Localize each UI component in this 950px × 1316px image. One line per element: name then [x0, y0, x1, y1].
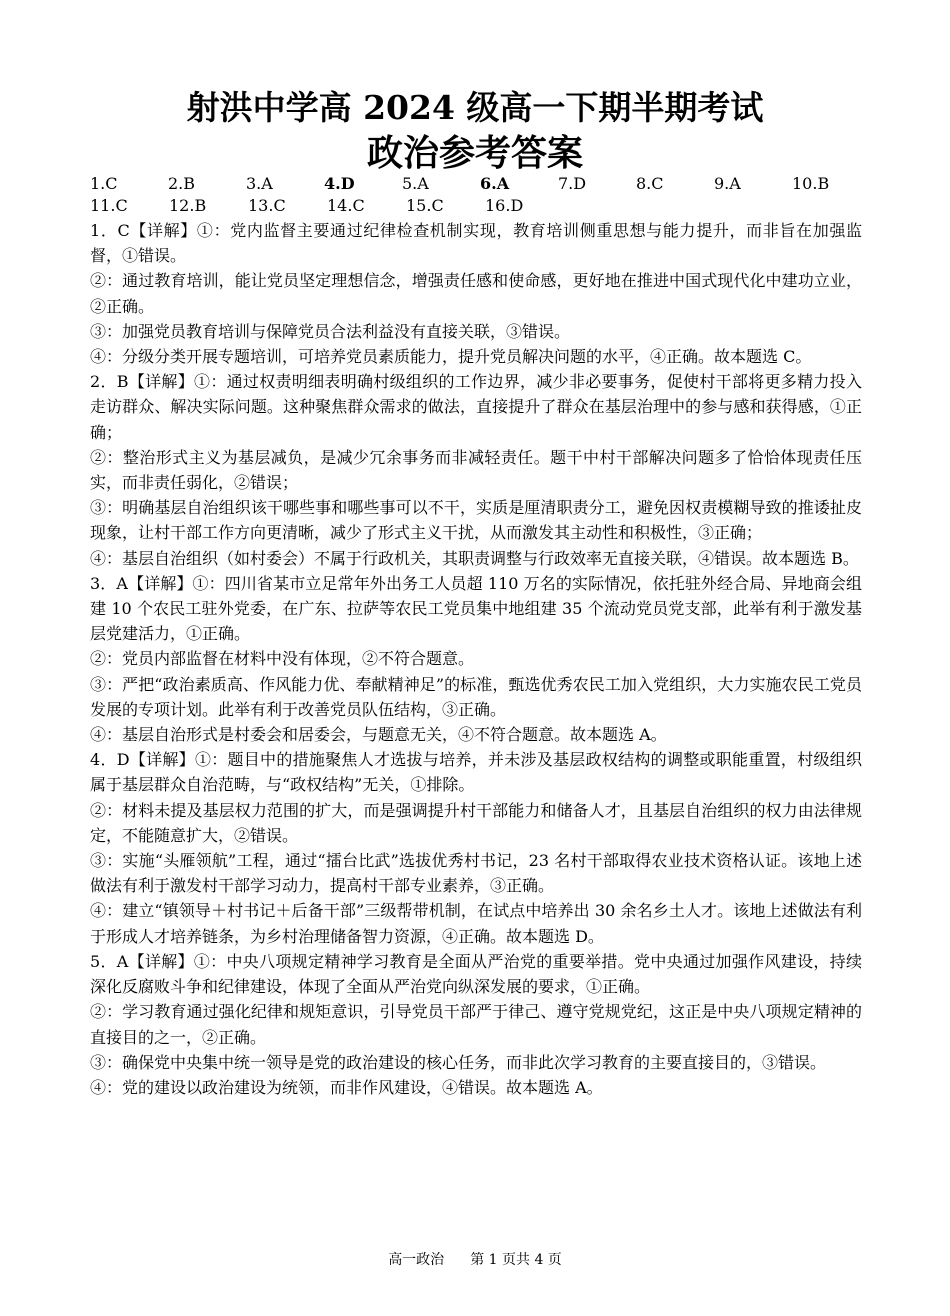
answer-item: 12.B	[169, 196, 207, 215]
answer-item: 5.A	[402, 174, 429, 193]
footer-page-number: 第 1 页共 4 页	[470, 1252, 562, 1268]
explanation-paragraph: ②：学习教育通过强化纪律和规矩意识，引导党员干部严于律己、遵守党规党纪，这正是中央八项规定精神的直接目的之一，②正确。	[90, 1002, 862, 1047]
answer-row-2	[90, 195, 870, 217]
exam-title: 射洪中学高 2024 级高一下期半期考试	[186, 88, 764, 127]
explanation-paragraph: 5．A【详解】①：中央八项规定精神学习教育是全面从严治党的重要举措。党中央通过加强作风建设，持续深化反腐败斗争和纪律建设，体现了全面从严治党向纵深发展的要求，①正确。	[90, 951, 862, 997]
answer-item: 2.B	[168, 174, 196, 193]
answer-key-title: 政治参考答案	[366, 132, 583, 174]
answer-item: 3.A	[246, 174, 273, 193]
explanation-paragraph: ②：材料未提及基层权力范围的扩大，而是强调提升村干部能力和储备人才，且基层自治组织的权力由法律规定，不能随意扩大，②错误。	[90, 800, 862, 845]
answer-item: 6.A	[480, 174, 510, 193]
explanation-paragraph: 3．A【详解】①：四川省某市立足常年外出务工人员超 110 万名的实际情况，依托驻外经合局、异地商会组建 10 个农民工驻外党委，在广东、拉萨等农民工党员集中地组建 35 个流动党员党支部，此举有利于激发基层党建活力，①正确。	[90, 573, 862, 644]
answer-item: 4.D	[324, 174, 355, 193]
explanation-paragraph: ④：建立“镇领导＋村书记＋后备干部”三级帮带机制，在试点中培养出 30 余名乡土人才。该地上述做法有利于形成人才培养链条，为乡村治理储备智力资源，④正确。故本题选 D。	[90, 901, 862, 946]
explanation-paragraph: 1．C【详解】①：党内监督主要通过纪律检查机制实现，教育培训侧重思想与能力提升，而非旨在加强监督，①错误。	[90, 221, 862, 266]
explanations-section	[90, 218, 862, 1100]
answer-item: 13.C	[248, 196, 286, 215]
answer-item: 16.D	[485, 196, 524, 215]
explanation-paragraph: ④：党的建设以政治建设为统领，而非作风建设，④错误。故本题选 A。	[90, 1077, 603, 1097]
answer-row-1	[90, 173, 870, 195]
explanation-paragraph: ④：分级分类开展专题培训，可培养党员素质能力，提升党员解决问题的水平，④正确。故本题选 C。	[90, 347, 812, 367]
answer-item: 10.B	[792, 174, 830, 193]
answer-item: 8.C	[636, 174, 664, 193]
answer-item: 14.C	[327, 196, 365, 215]
explanation-paragraph: ③：明确基层自治组织该干哪些事和哪些事可以不干，实质是厘清职责分工，避免因权责模糊导致的推诿扯皮现象，让村干部工作方向更清晰，减少了形式主义干扰，从而激发其主动性和积极性，③正确；	[90, 498, 862, 543]
answer-item: 15.C	[406, 196, 444, 215]
explanation-paragraph: 4．D【详解】①：题目中的措施聚焦人才选拔与培养，并未涉及基层政权结构的调整或职能重置，村级组织属于基层群众自治范畴，与“政权结构”无关，①排除。	[90, 750, 862, 795]
answer-item: 11.C	[90, 196, 128, 215]
answer-item: 7.D	[558, 174, 587, 193]
explanation-paragraph: ③：确保党中央集中统一领导是党的政治建设的核心任务，而非此次学习教育的主要直接目的，③错误。	[90, 1052, 827, 1072]
explanation-paragraph: ②：通过教育培训，能让党员坚定理想信念，增强责任感和使命感，更好地在推进中国式现代化中建功立业，②正确。	[90, 271, 862, 316]
footer-subject: 高一政治	[388, 1252, 445, 1268]
explanation-paragraph: ③：严把“政治素质高、作风能力优、奉献精神足”的标准，甄选优秀农民工加入党组织，大力实施农民工党员发展的专项计划。此举有利于改善党员队伍结构，③正确。	[90, 674, 862, 719]
page-footer	[0, 1251, 950, 1269]
explanation-paragraph: ④：基层自治组织（如村委会）不属于行政机关，其职责调整与行政效率无直接关联，④错误。故本题选 B。	[90, 548, 859, 568]
answer-grid	[90, 173, 870, 217]
explanation-paragraph: ②：整治形式主义为基层减负，是减少冗余事务而非减轻责任。题干中村干部解决问题多了恰恰体现责任压实，而非责任弱化，②错误；	[90, 447, 862, 493]
answer-item: 9.A	[714, 174, 741, 193]
answer-item: 1.C	[90, 174, 118, 193]
explanation-paragraph: ③：实施“头雁领航”工程，通过“擂台比武”选拔优秀村书记，23 名村干部取得农业技术资格认证。该地上述做法有利于激发村干部学习动力，提高村干部专业素养，③正确。	[90, 851, 862, 896]
explanation-paragraph: 2．B【详解】①：通过权责明细表明确村级组织的工作边界，减少非必要事务，促使村干部将更多精力投入走访群众、解决实际问题。这种聚焦群众需求的做法，直接提升了群众在基层治理中的参与感和获得感，①正确；	[90, 372, 862, 442]
explanation-paragraph: ④：基层自治形式是村委会和居委会，与题意无关，④不符合题意。故本题选 A。	[90, 725, 667, 745]
explanation-paragraph: ②：党员内部监督在材料中没有体现，②不符合题意。	[90, 649, 475, 669]
explanation-paragraph: ③：加强党员教育培训与保障党员合法利益没有直接关联，③错误。	[90, 321, 571, 341]
